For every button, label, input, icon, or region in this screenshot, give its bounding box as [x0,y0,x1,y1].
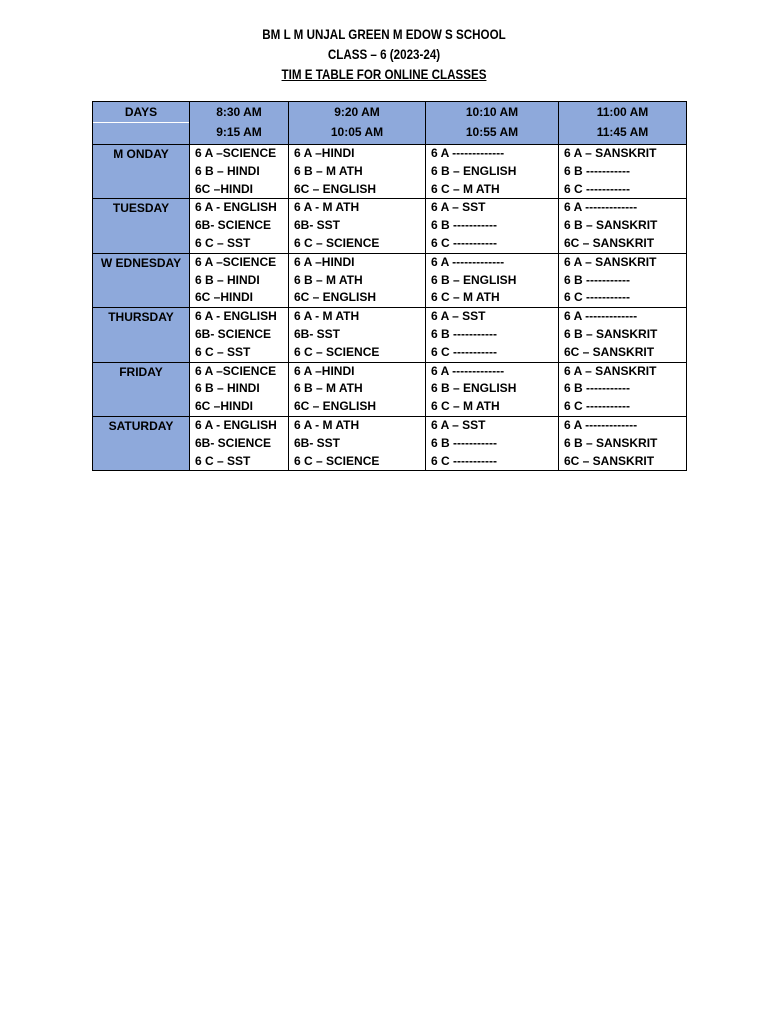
section-subject: 6 B – HINDI [195,272,260,287]
section-subject: 6 C ----------- [431,344,497,359]
section-subject: 6 B – SANSKRIT [564,218,658,233]
period-cell [190,362,289,416]
section-subject: 6C – SANSKRIT [564,453,655,468]
section-subject: 6 A - M ATH [294,309,360,324]
section-subject: 6B- SST [294,218,341,233]
section-subject: 6 B – ENGLISH [431,163,517,178]
slot-end: 10:55 AM [465,125,519,139]
slot-start: 8:30 AM [216,105,262,119]
section-subject: 6 A ------------- [564,309,638,324]
slot-start: 11:00 AM [596,105,649,119]
section-subject: 6 A – SANSKRIT [564,254,657,269]
section-subject: 6C – ENGLISH [294,181,377,196]
section-subject: 6 B – SANSKRIT [564,435,658,450]
slot-end: 10:05 AM [330,125,384,139]
section-subject: 6 B – M ATH [294,381,363,396]
slot-header-4 [559,102,687,145]
section-subject: 6 A - M ATH [294,417,360,432]
section-subject: 6B- SCIENCE [195,435,272,450]
period-cell [190,253,289,307]
section-subject: 6 C – SCIENCE [294,344,380,359]
section-subject: 6 B – M ATH [294,163,363,178]
slot-header-2 [289,102,426,145]
day-label: SATURDAY [108,418,174,433]
section-subject: 6 C ----------- [564,181,630,196]
period-cell [426,253,559,307]
period-cell [559,199,687,253]
slot-start: 9:20 AM [334,105,380,119]
period-cell [559,145,687,199]
section-subject: 6C –HINDI [195,399,254,414]
day-cell [93,308,190,362]
section-subject: 6 C ----------- [564,290,630,305]
table-row [93,416,687,470]
section-subject: 6 A – SANSKRIT [564,146,657,160]
timetable-body [93,145,687,471]
period-cell [426,308,559,362]
day-cell [93,199,190,253]
section-subject: 6C – SANSKRIT [564,235,655,250]
table-row [93,308,687,362]
section-subject: 6 A –HINDI [294,146,355,160]
period-cell [559,362,687,416]
period-cell [289,416,426,470]
section-subject: 6 A ------------- [564,417,638,432]
period-cell [190,199,289,253]
slot-start: 10:10 AM [465,105,519,119]
day-label: THURSDAY [108,310,174,325]
section-subject: 6 B – HINDI [195,381,260,396]
period-cell [289,253,426,307]
section-subject: 6 C – M ATH [431,181,500,196]
section-subject: 6 A ------------- [431,146,505,160]
period-cell [289,308,426,362]
section-subject: 6 B – SANSKRIT [564,326,658,341]
section-subject: 6 B – ENGLISH [431,272,517,287]
section-subject: 6 B ----------- [564,163,630,178]
day-label: FRIDAY [119,364,163,379]
days-column-header [93,102,190,145]
section-subject: 6 C – M ATH [431,290,500,305]
day-cell [93,416,190,470]
slot-end: 9:15 AM [216,125,262,139]
timetable-title: TIM E TABLE FOR ONLINE CLASSES [281,67,487,82]
section-subject: 6 C – SST [195,235,251,250]
table-row [93,145,687,199]
school-name: BM L M UNJAL GREEN M EDOW S SCHOOL [262,27,506,42]
section-subject: 6 B – ENGLISH [431,381,517,396]
section-subject: 6 B ----------- [431,435,497,450]
period-cell [559,253,687,307]
section-subject: 6 B ----------- [564,381,630,396]
period-cell [190,308,289,362]
period-cell [289,199,426,253]
section-subject: 6 A - M ATH [294,200,360,215]
slot-header-3 [426,102,559,145]
table-row [93,199,687,253]
section-subject: 6 A ------------- [564,200,638,215]
section-subject: 6 A – SST [431,200,486,215]
section-subject: 6 A –SCIENCE [195,146,277,160]
period-cell [559,416,687,470]
section-subject: 6C – ENGLISH [294,399,377,414]
document-header [54,25,714,85]
period-cell [190,416,289,470]
section-subject: 6 B – HINDI [195,163,260,178]
section-subject: 6B- SST [294,326,341,341]
section-subject: 6 C – M ATH [431,399,500,414]
section-subject: 6 A – SST [431,309,486,324]
period-cell [289,145,426,199]
section-subject: 6 A ------------- [431,363,505,378]
section-subject: 6 C – SCIENCE [294,235,380,250]
section-subject: 6 B – M ATH [294,272,363,287]
days-label: DAYS [93,102,189,123]
period-cell [426,199,559,253]
period-cell [190,145,289,199]
timetable-header-row [93,102,687,145]
section-subject: 6B- SST [294,435,341,450]
section-subject: 6 A - ENGLISH [195,200,277,215]
section-subject: 6 A – SANSKRIT [564,363,657,378]
section-subject: 6 A - ENGLISH [195,309,277,324]
period-cell [559,308,687,362]
period-cell [289,362,426,416]
section-subject: 6 B ----------- [564,272,630,287]
table-row [93,253,687,307]
section-subject: 6 A –HINDI [294,254,355,269]
section-subject: 6 C – SST [195,453,251,468]
section-subject: 6C – ENGLISH [294,290,377,305]
day-label: W EDNESDAY [100,255,182,270]
section-subject: 6 A - ENGLISH [195,417,277,432]
section-subject: 6B- SCIENCE [195,218,272,233]
period-cell [426,145,559,199]
section-subject: 6B- SCIENCE [195,326,272,341]
section-subject: 6 B ----------- [431,218,497,233]
table-row [93,362,687,416]
section-subject: 6C – SANSKRIT [564,344,655,359]
day-label: M ONDAY [113,147,169,161]
section-subject: 6 C ----------- [431,235,497,250]
slot-end: 11:45 AM [596,125,649,139]
class-line: CLASS – 6 (2023-24) [327,47,441,62]
section-subject: 6 A –SCIENCE [195,363,277,378]
section-subject: 6 A ------------- [431,254,505,269]
day-cell [93,145,190,199]
section-subject: 6 C – SST [195,344,251,359]
slot-header-1 [190,102,289,145]
section-subject: 6 A –SCIENCE [195,254,277,269]
section-subject: 6 A – SST [431,417,486,432]
section-subject: 6C –HINDI [195,290,254,305]
section-subject: 6 B ----------- [431,326,497,341]
section-subject: 6 C ----------- [431,453,497,468]
section-subject: 6C –HINDI [195,181,254,196]
period-cell [426,362,559,416]
section-subject: 6 A –HINDI [294,363,355,378]
day-label: TUESDAY [112,201,170,216]
timetable [92,101,687,471]
day-cell [93,362,190,416]
section-subject: 6 C ----------- [564,399,630,414]
period-cell [426,416,559,470]
day-cell [93,253,190,307]
section-subject: 6 C – SCIENCE [294,453,380,468]
